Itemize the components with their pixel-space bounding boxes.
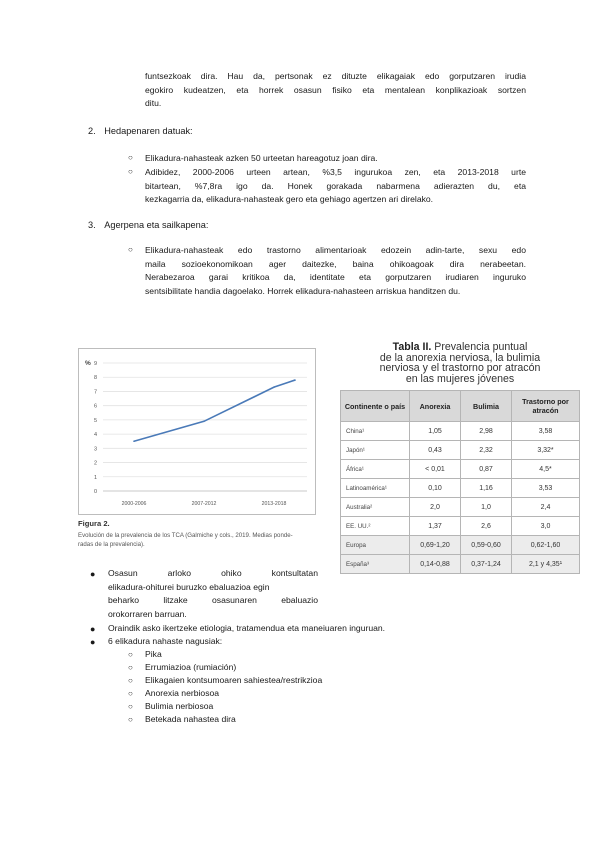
- text-line: bitartean, %7,8ra igo da. Honek gorakada nabarmena adierazten du, eta: [145, 180, 526, 191]
- text-line: ditu.: [145, 98, 162, 108]
- text-line: Elikadura-nahasteak azken 50 urteetan hareagotuz joan dira.: [145, 153, 378, 163]
- table-title-line: de la anorexia nerviosa, la bulimia: [379, 351, 541, 364]
- caption-line: Evolución de la prevalencia de los TCA (Galmiche y cols., 2019. Medias ponde-: [78, 532, 293, 539]
- column-header: Anorexia: [410, 391, 461, 422]
- circle-bullet-icon: ○: [128, 167, 133, 176]
- table-header-row: [341, 391, 580, 422]
- x-tick-label: 2013-2018: [261, 501, 287, 507]
- column-header: Continente o país: [341, 391, 410, 422]
- y-tick-label: 6: [93, 403, 97, 410]
- section-2-item-1: [145, 152, 526, 166]
- column-header: Bulimia: [461, 391, 512, 422]
- y-tick-label: 4: [93, 432, 97, 439]
- table-title-line: Tabla II. Prevalencia puntual: [392, 341, 528, 353]
- y-tick-label: 7: [93, 389, 97, 396]
- disorder-item: Betekada nahastea dira: [145, 714, 236, 724]
- section-3-heading: [88, 220, 208, 230]
- section-number: 3.: [88, 220, 96, 230]
- circle-bullet-icon: ○: [128, 650, 133, 659]
- section-title: Hedapenaren datuak:: [104, 126, 193, 136]
- bullet-icon: ●: [90, 624, 96, 634]
- x-tick-label: 2007-2012: [191, 501, 217, 507]
- table-row: China¹ 1,05 2,98 3,58: [341, 422, 580, 441]
- data-point: [294, 379, 296, 381]
- y-axis-label: %: [85, 360, 91, 367]
- disorder-item: Elikagaien kontsumoaren sahiestea/restrikzioa: [145, 675, 323, 685]
- text-line: orokorraren barruan.: [108, 608, 187, 619]
- prevalence-table: [340, 390, 580, 574]
- text-line: Elikadura-nahasteak edo trastorno alimentarioak edozein adin-tarte, sexu edo: [145, 245, 526, 255]
- text-line: maila sozioekonomikoan ager daitezke, baina ohikoagoak dira nerabeetan.: [145, 258, 526, 269]
- circle-bullet-icon: ○: [128, 153, 133, 162]
- table-row: África¹ < 0,01 0,87 4,5*: [341, 460, 580, 479]
- disorder-item: Bulimia nerbiosoa: [145, 701, 214, 711]
- circle-bullet-icon: ○: [128, 676, 133, 685]
- table-row: EE. UU.² 1,37 2,6 3,0: [341, 517, 580, 536]
- text-line: Nerabezaroa garai kritikoa da, identitate eta gorputzaren irudiaren inguruko: [145, 272, 526, 282]
- y-tick-label: 9: [93, 361, 97, 367]
- disorder-item: Errumiazioa (rumiación): [145, 662, 237, 672]
- y-tick-label: 0: [93, 489, 97, 495]
- text-line: egokiro kudeatzen, eta horrek osasun fisiko eta mentalean konplikazioak sortzen: [145, 84, 526, 95]
- section-title: Agerpena eta sailkapena:: [104, 220, 209, 230]
- section-2-heading: [88, 126, 193, 136]
- chart-frame: [78, 348, 316, 515]
- disorder-item: Anorexia nerbiosoa: [145, 688, 220, 698]
- y-tick-label: 8: [93, 375, 97, 382]
- bullet-icon: ●: [90, 569, 96, 579]
- table-row: Europa 0,69-1,20 0,59-0,60 0,62-1,60: [341, 536, 580, 555]
- circle-bullet-icon: ○: [128, 689, 133, 698]
- text-line: sentsibilitate handia dagoelako. Horrek elikadura-nahasteen arriskua handitzen du.: [145, 285, 461, 296]
- table-row: España³ 0,14-0,88 0,37-1,24 2,1 y 4,35¹: [341, 555, 580, 574]
- intro-paragraph: [145, 70, 526, 111]
- section-3-item-1: [145, 244, 526, 298]
- table-title: [338, 342, 582, 384]
- text-line: elikadura-ohiturei buruzko ebaluazioa egin: [108, 581, 270, 592]
- bullet-icon: ●: [90, 637, 96, 647]
- y-tick-label: 5: [93, 417, 97, 424]
- text-line: beharko litzake osasunaren ebaluazio: [108, 595, 318, 605]
- circle-bullet-icon: ○: [128, 245, 133, 254]
- disorder-item: Pika: [145, 649, 162, 659]
- data-point: [203, 421, 205, 423]
- text-line: kezkagarria da, elikadura-nahasteak gero eta gehiago agertzen ari direlako.: [145, 194, 434, 204]
- circle-bullet-icon: ○: [128, 715, 133, 724]
- circle-bullet-icon: ○: [128, 663, 133, 672]
- bullet-item-consultation: [108, 567, 318, 621]
- text-line: Osasun arloko ohiko kontsultatan: [108, 568, 318, 578]
- caption-line: radas de la prevalencia).: [78, 541, 145, 548]
- table-title-line: nerviosa y el trastorno por atracón: [379, 362, 541, 374]
- table-row: Japón¹ 0,43 2,32 3,32*: [341, 441, 580, 460]
- text-line: funtsezkoak dira. Hau da, pertsonak ez dituzte elikagaiak edo gorputzaren irudia: [145, 71, 526, 81]
- table-title-line: en las mujeres jóvenes: [405, 372, 515, 385]
- y-tick-label: 3: [93, 446, 97, 453]
- series-line: [134, 380, 295, 441]
- y-tick-label: 2: [93, 460, 97, 467]
- bullet-item-research: Oraindik asko ikertzeke etiologia, tratamendua eta maneiuaren inguruan.: [108, 623, 386, 633]
- table-row: Australia² 2,0 1,0 2,4: [341, 498, 580, 517]
- y-tick-label: 1: [93, 474, 97, 481]
- section-2-item-2: [145, 166, 526, 207]
- table-row: Latinoamérica¹ 0,10 1,16 3,53: [341, 479, 580, 498]
- data-point: [273, 386, 275, 388]
- section-number: 2.: [88, 126, 96, 136]
- x-tick-label: 2000-2006: [121, 501, 147, 507]
- prevalence-line-chart: [79, 349, 315, 514]
- figure-caption: [78, 531, 323, 549]
- figure-label: Figura 2.: [78, 519, 110, 528]
- column-header: Trastorno por atracón: [512, 391, 580, 422]
- bullet-item-main-disorders: 6 elikadura nahaste nagusiak:: [108, 636, 223, 646]
- data-point: [133, 440, 135, 442]
- text-line: Adibidez, 2000-2006 urteen artean, %3,5 ingurukoa zen, eta 2013-2018 urte: [145, 167, 526, 177]
- circle-bullet-icon: ○: [128, 702, 133, 711]
